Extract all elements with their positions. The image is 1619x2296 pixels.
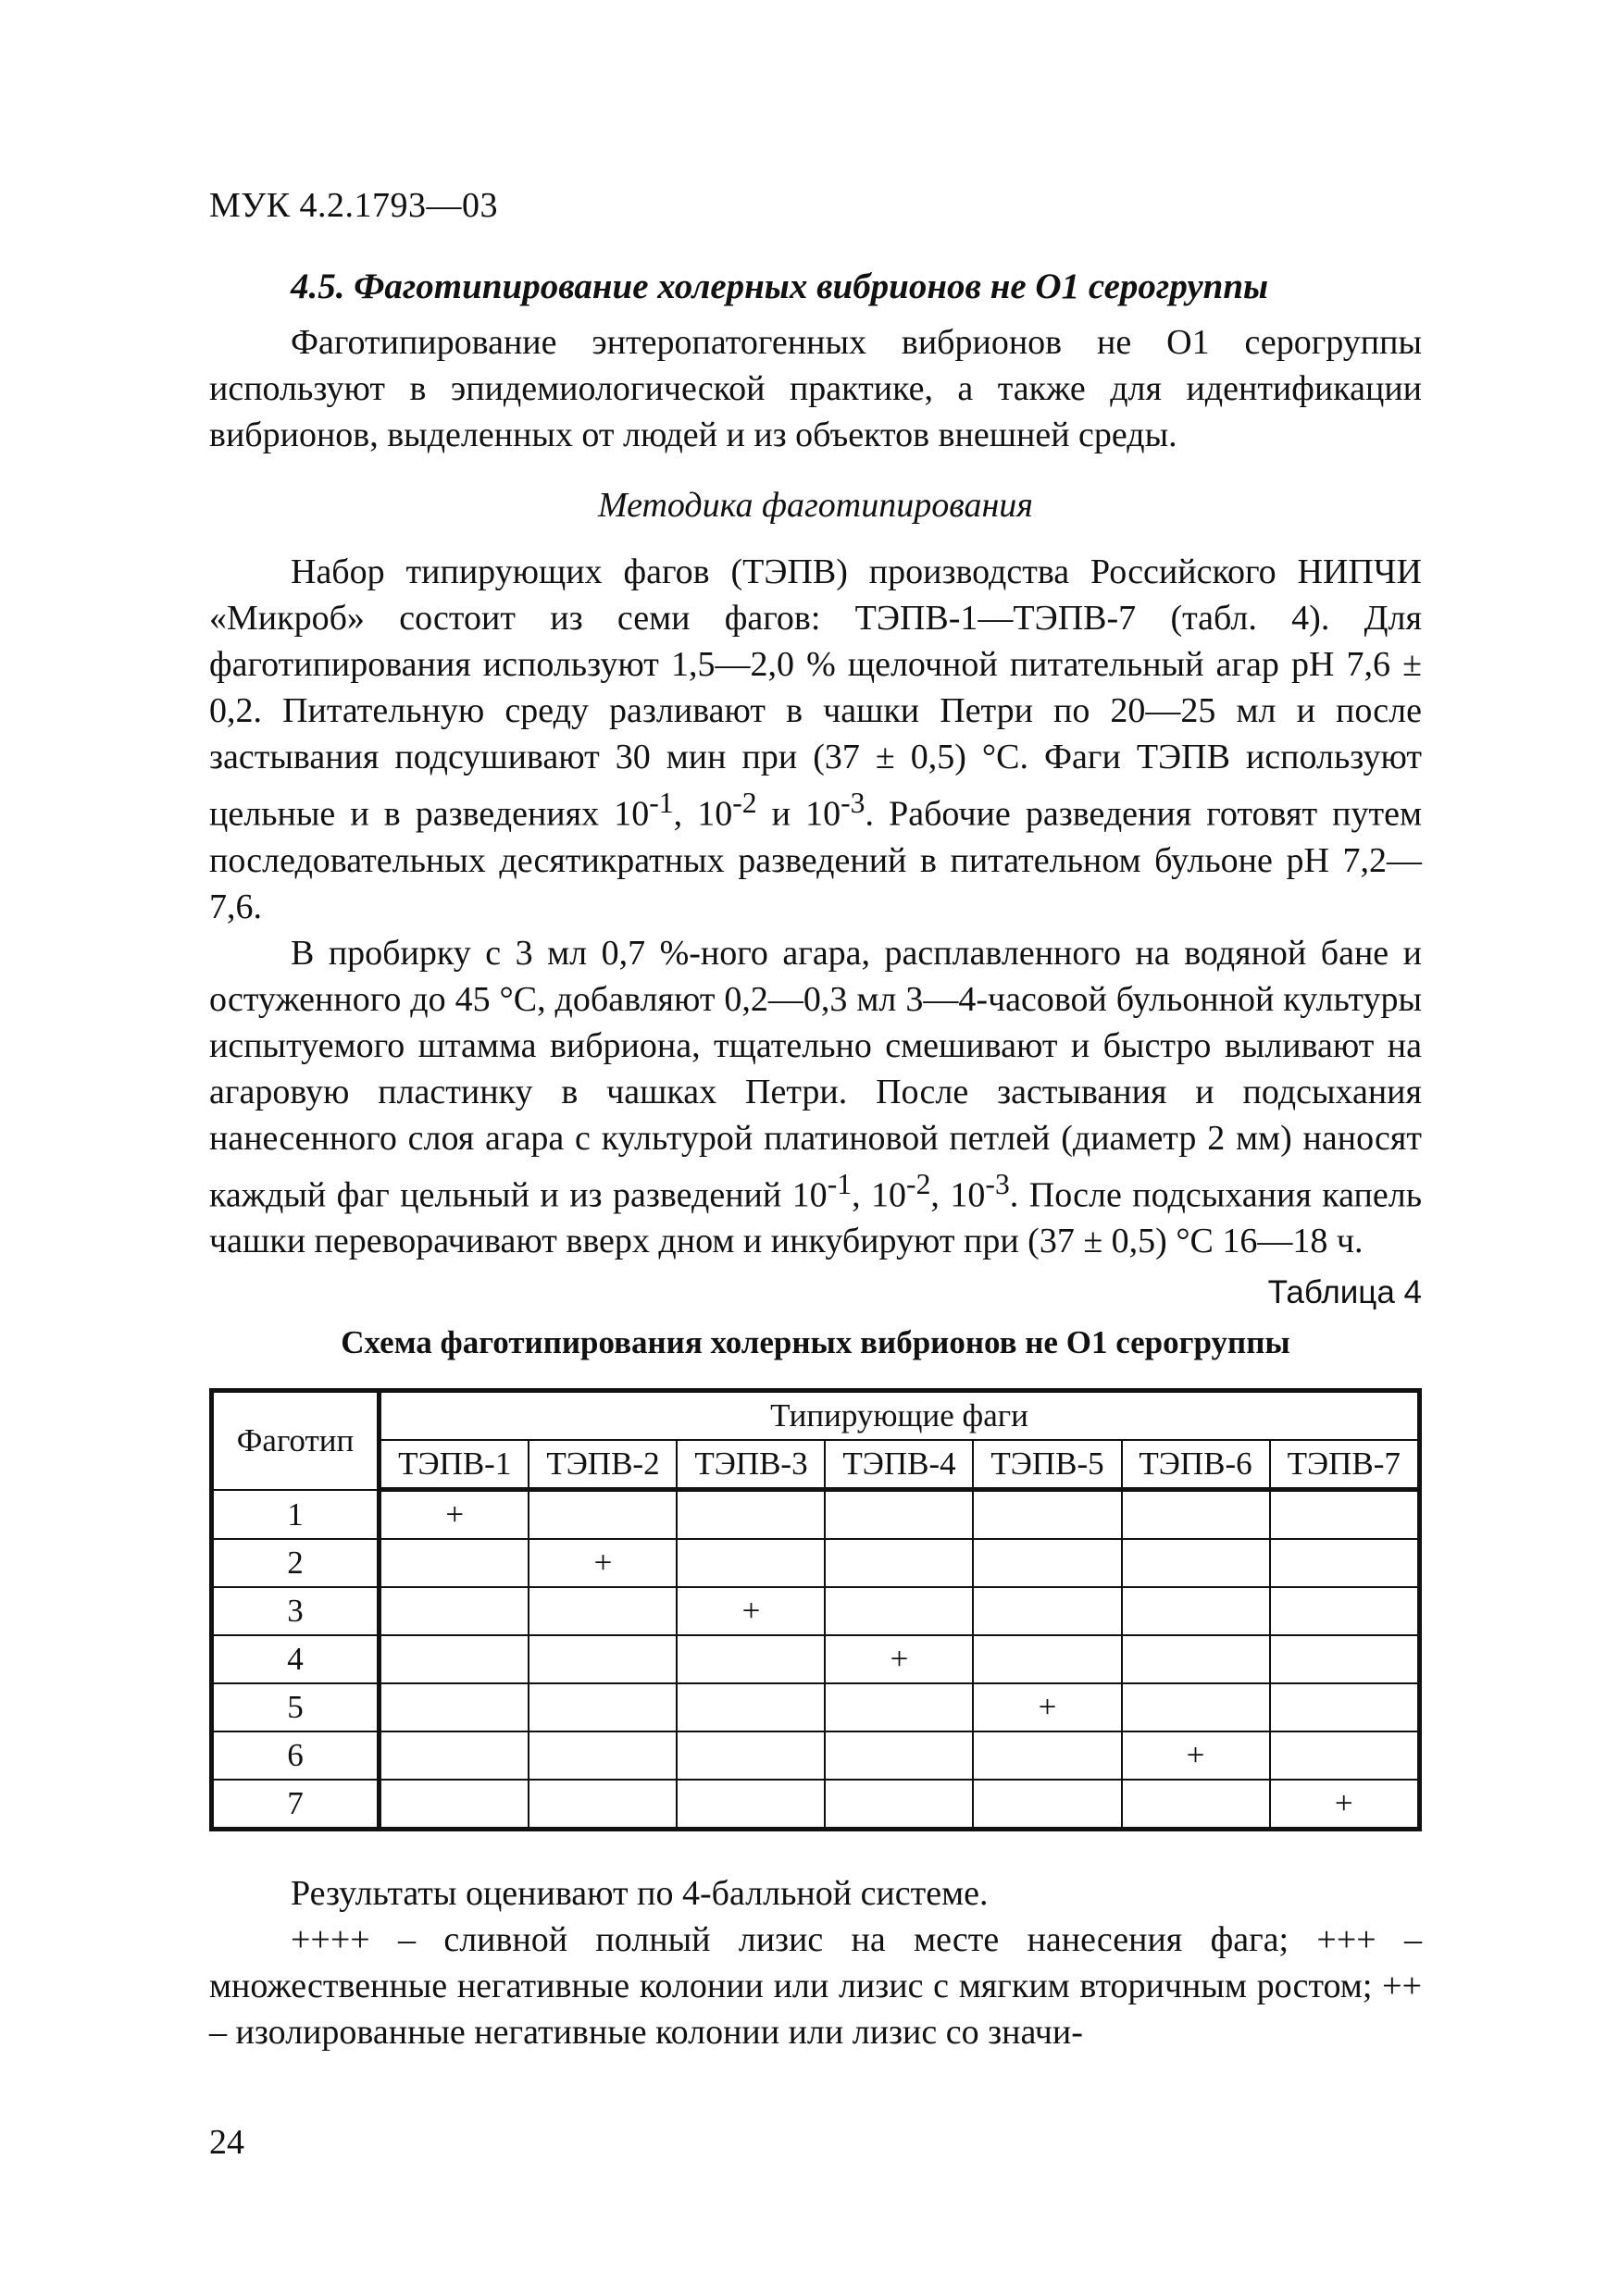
table-cell (529, 1490, 677, 1540)
table-cell: + (380, 1490, 529, 1540)
table-cell (677, 1490, 825, 1540)
column-header: ТЭПВ-5 (973, 1440, 1121, 1490)
results-scale: ++++ – сливной полный лизис на месте нанесения фага; +++ – множественные негативные колонии или лизис с мягким вторичным ростом; ++ – изолированные негативные колонии или лизис со значи- (209, 1920, 1422, 2053)
table-cell (677, 1780, 825, 1830)
table-cell (973, 1490, 1121, 1540)
text-run: и 10 (756, 794, 841, 834)
table-row (212, 1490, 1420, 1540)
table-cell (973, 1587, 1121, 1635)
phagotype-cell: 3 (212, 1587, 380, 1635)
table-row (212, 1683, 1420, 1731)
group-header-typing-phages: Типирующие фаги (380, 1391, 1420, 1441)
table-cell (1270, 1490, 1420, 1540)
column-header: ТЭПВ-6 (1122, 1440, 1270, 1490)
table-cell (380, 1683, 529, 1731)
table-cell (1270, 1683, 1420, 1731)
table-cell (529, 1780, 677, 1830)
table-cell (825, 1780, 973, 1830)
table-cell: + (529, 1539, 677, 1587)
table-label: Таблица 4 (1267, 1274, 1422, 1311)
table-cell (1122, 1635, 1270, 1683)
method-title: Методика фаготипирования (598, 486, 1033, 525)
table-cell (973, 1731, 1121, 1780)
table-row (212, 1587, 1420, 1635)
text-run: В пробирку с 3 мл 0,7 %-ного агара, расплавленного на водяной бане и остуженного до 45 °С, добавляют 0,2—0,3 мл 3—4-часовой бульонной культуры испытуемого штамма вибриона, тщательно смешивают и быстро выливают на агаровую пластинку в чашках Петри. После застывания и подсыхания нанесенного слоя агара с культурой платиновой петлей (диаметр 2 мм) наносят каждый фаг цельный и из разведений 10 (209, 933, 1422, 1215)
superscript: -1 (827, 1167, 853, 1200)
table-cell (380, 1780, 529, 1830)
phagotype-cell: 7 (212, 1780, 380, 1830)
table-cell (825, 1539, 973, 1587)
table-cell (1122, 1539, 1270, 1587)
table-cell: + (677, 1587, 825, 1635)
text-run: , 10 (852, 1175, 907, 1215)
table-cell (529, 1731, 677, 1780)
superscript: -2 (732, 787, 757, 819)
text-run: , 10 (673, 794, 733, 834)
table-cell (380, 1539, 529, 1587)
phagotype-cell: 6 (212, 1731, 380, 1780)
column-header: ТЭПВ-2 (529, 1440, 677, 1490)
table-cell (677, 1635, 825, 1683)
table-cell (677, 1731, 825, 1780)
text-run: , 10 (930, 1175, 986, 1215)
superscript: -1 (649, 787, 674, 819)
phage-typing-table (209, 1388, 1422, 1831)
table-cell (825, 1683, 973, 1731)
phagotype-cell: 1 (212, 1490, 380, 1540)
column-header: ТЭПВ-7 (1270, 1440, 1420, 1490)
table-cell (1122, 1490, 1270, 1540)
table-title: Схема фаготипирования холерных вибрионов не О1 серогруппы (341, 1324, 1290, 1361)
phagotype-cell: 5 (212, 1683, 380, 1731)
table-cell (973, 1539, 1121, 1587)
table-cell (677, 1539, 825, 1587)
column-header: ТЭПВ-3 (677, 1440, 825, 1490)
table-row (212, 1731, 1420, 1780)
table-cell (1270, 1587, 1420, 1635)
table-cell: + (973, 1683, 1121, 1731)
superscript: -2 (906, 1167, 931, 1200)
table-cell (529, 1587, 677, 1635)
page-number: 24 (209, 2123, 244, 2162)
table-row (212, 1780, 1420, 1830)
page-content (209, 264, 1422, 2055)
superscript: -3 (841, 787, 866, 819)
intro-paragraph: Фаготипирование энтеропатогенных вибрионов не О1 серогруппы используют в эпидемиологической практике, а также для идентификации вибрионов, выделенных от людей и из объектов внешней среды. (209, 323, 1422, 454)
text-run: Набор типирующих фагов (ТЭПВ) производства Российского НИПЧИ «Микроб» состоит из семи фагов: ТЭПВ-1—ТЭПВ-7 (табл. 4). Для фаготипирования используют 1,5—2,0 % щелочной питательный агар рН 7,6 ± 0,2. Питательную среду разливают в чашки Петри по 20—25 мл и после застывания подсушивают 30 мин при (37 ± 0,5) °С. Фаги ТЭПВ используют цельные и в разведениях 10 (209, 552, 1422, 834)
table-cell (529, 1683, 677, 1731)
table-cell: + (1270, 1780, 1420, 1830)
table-cell (1122, 1683, 1270, 1731)
section-heading: 4.5. Фаготипирование холерных вибрионов не О1 серогруппы (291, 267, 1269, 306)
table-cell (380, 1635, 529, 1683)
column-header: ТЭПВ-1 (380, 1440, 529, 1490)
column-header: ТЭПВ-4 (825, 1440, 973, 1490)
table-cell (380, 1587, 529, 1635)
table-cell (825, 1731, 973, 1780)
table-cell (1122, 1587, 1270, 1635)
table-cell (1122, 1780, 1270, 1830)
table-cell: + (1122, 1731, 1270, 1780)
table-cell (1270, 1539, 1420, 1587)
results-intro: Результаты оценивают по 4-балльной системе. (291, 1874, 989, 1914)
table-cell (1270, 1731, 1420, 1780)
phagotype-cell: 2 (212, 1539, 380, 1587)
row-header-phagotype: Фаготип (212, 1391, 380, 1490)
table-cell: + (825, 1635, 973, 1683)
table-cell (825, 1490, 973, 1540)
table-cell (825, 1587, 973, 1635)
text-run: . Рабочие разведения готовят путем последовательных десятикратных разведений в питательном бульоне рН 7,2—7,6. (209, 794, 1423, 926)
superscript: -3 (985, 1167, 1010, 1200)
method-paragraph-1 (209, 549, 1422, 930)
phagotype-cell: 4 (212, 1635, 380, 1683)
table-cell (973, 1780, 1121, 1830)
document-code: МУК 4.2.1793—03 (209, 186, 499, 225)
method-paragraph-2 (209, 930, 1422, 1265)
table-cell (1270, 1635, 1420, 1683)
table-row (212, 1539, 1420, 1587)
table-cell (677, 1683, 825, 1731)
table-cell (529, 1635, 677, 1683)
table-cell (973, 1635, 1121, 1683)
table-row (212, 1635, 1420, 1683)
text-run: . После подсыхания капель чашки переворачивают вверх дном и инкубируют при (37 ± 0,5) °С 16—18 ч. (209, 1175, 1423, 1261)
table-cell (380, 1731, 529, 1780)
